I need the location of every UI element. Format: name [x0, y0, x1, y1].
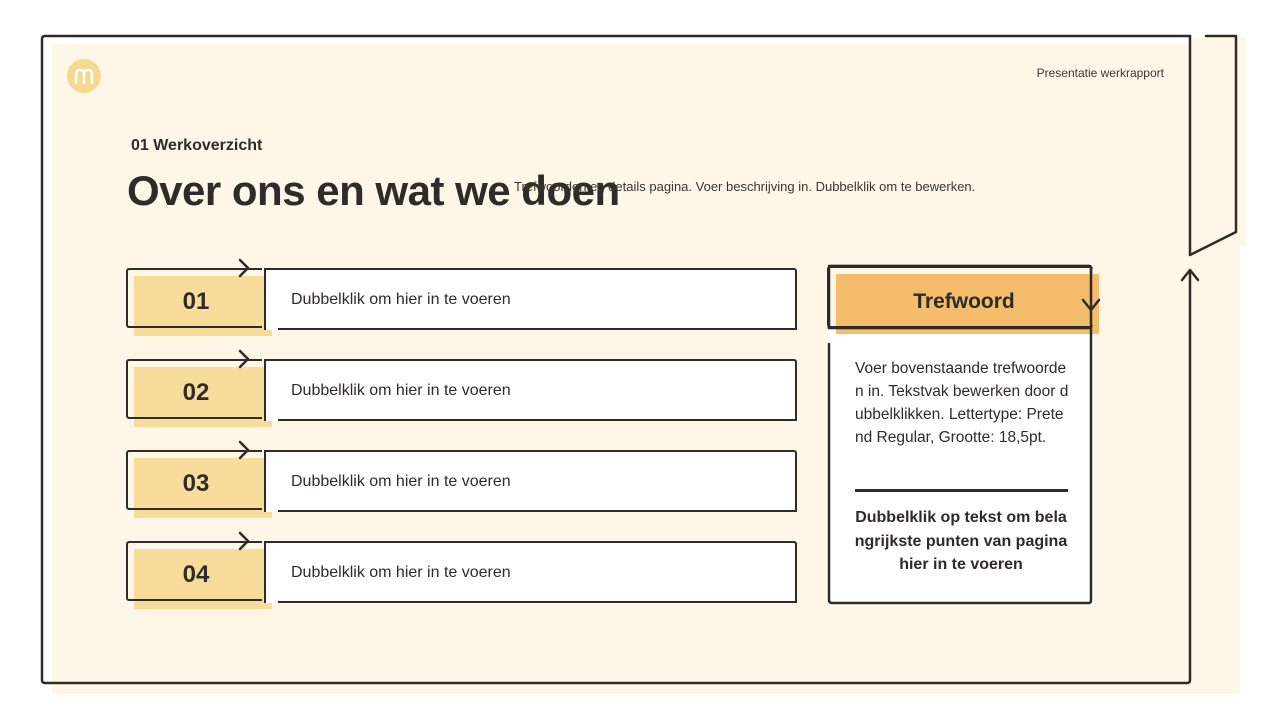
document-label: Presentatie werkrapport: [1036, 66, 1164, 80]
item-number: 04: [182, 561, 210, 588]
keyword-emphasis[interactable]: Dubbelklik op tekst om belangrijkste punten van pagina hier in te voeren: [854, 509, 1068, 573]
item-number: 02: [182, 379, 210, 406]
list-item[interactable]: [126, 450, 806, 520]
arrow-right-icon: [226, 347, 256, 371]
arrow-right-icon: [226, 256, 256, 280]
item-text[interactable]: Dubbelklik om hier in te voeren: [291, 291, 511, 308]
keyword-title[interactable]: Trefwoord: [913, 290, 1015, 313]
section-label: 01 Werkoverzicht: [131, 137, 263, 154]
page-subtitle: Trefwoorden en details pagina. Voer beschrijving in. Dubbelklik om te bewerken.: [514, 179, 976, 194]
brand-logo: [67, 59, 101, 93]
item-text[interactable]: Dubbelklik om hier in te voeren: [291, 564, 511, 581]
arrow-right-icon: [226, 438, 256, 462]
logo-m-icon: [74, 68, 94, 84]
list-item[interactable]: [126, 268, 806, 338]
item-text[interactable]: Dubbelklik om hier in te voeren: [291, 382, 511, 399]
keyword-description[interactable]: Voer bovenstaande trefwoorden in. Tekstvak bewerken door dubbelklikken. Lettertype: Pretend Regular, Grootte: 18,5pt.: [855, 360, 1069, 446]
item-number: 03: [182, 470, 210, 497]
item-text[interactable]: Dubbelklik om hier in te voeren: [291, 473, 511, 490]
page-title: Over ons en wat we doen: [127, 167, 620, 214]
list-item[interactable]: [126, 359, 806, 429]
item-number: 01: [182, 288, 210, 315]
list-item[interactable]: [126, 541, 806, 611]
arrow-right-icon: [226, 529, 256, 553]
keyword-divider: [855, 489, 1068, 492]
